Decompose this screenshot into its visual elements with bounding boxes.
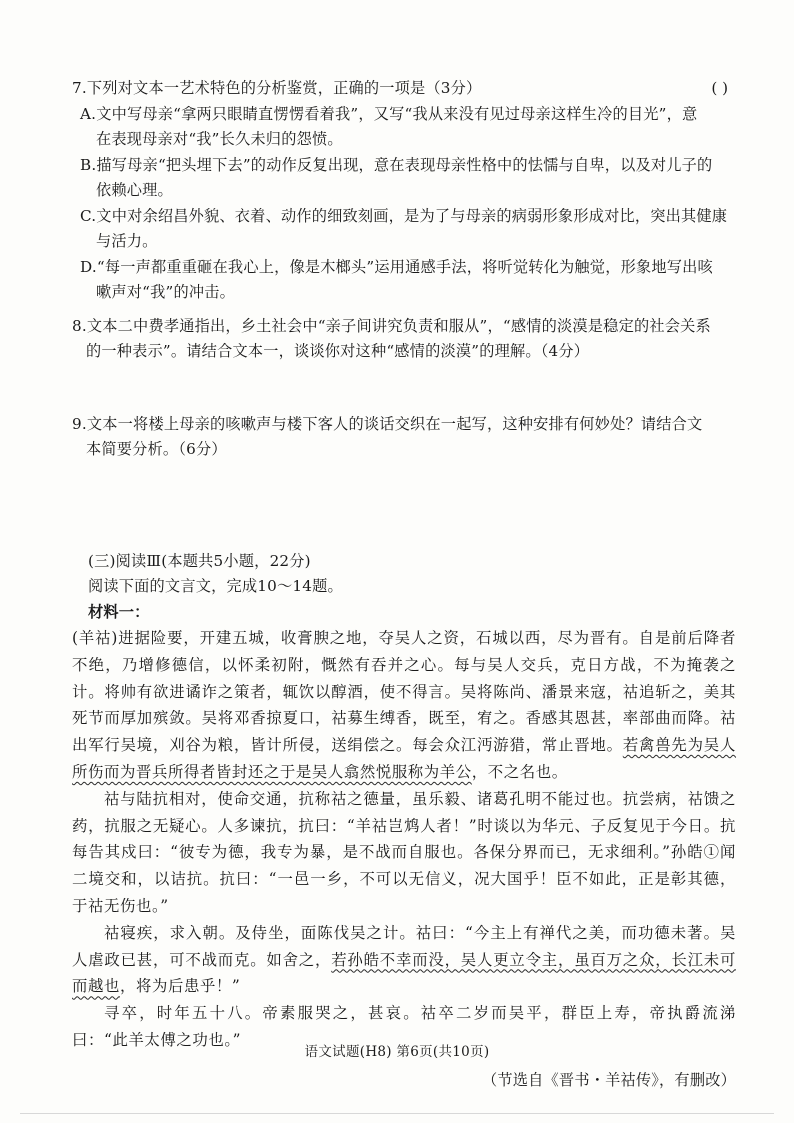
option-d-line2: 嗽声对“我”的冲击。 [96,283,236,301]
option-d-line1: D.“每一声都重重砸在我心上，像是木榔头”运用通感手法，将听觉转化为触觉，形象地写出咳 [80,257,713,276]
question-7-stem [72,76,736,102]
bottom-rule [20,1113,774,1114]
question-9-line2: 本简要分析。（6分） [86,440,227,458]
page-footer: 语文试题(H8) 第6页(共10页) [304,1044,490,1060]
question-7-stem-text: 7.下列对文本一艺术特色的分析鉴赏，正确的一项是（3分） [72,79,482,97]
section-instruction: 阅读下面的文言文，完成10～14题。 [88,577,343,595]
passage-p3-text-a: 祜寝疾，求入朝。及侍坐，面陈伐吴之计。祜曰：“今主上有禅代之美，而功德未著。吴人虐政已甚，可不战而克。如舍之， [72,923,736,969]
option-b-line2: 依赖心理。 [96,181,173,199]
wavy-underlined-sentence-2: 若孙皓不幸而没，吴人更立令主，虽百万之众，长江未可而越也 [72,950,736,996]
question-9 [72,412,736,463]
classical-passage [72,625,736,1054]
material-label: 材料一： [88,602,150,621]
option-c-line2: 与活力。 [96,232,158,250]
option-a-line1: A.文中写母亲“拿两只眼睛直愣愣看着我”，又写“我从来没有见过母亲这样生冷的目光”，意 [80,104,698,123]
reading-section [72,549,736,1094]
question-8-line2: 的一种表示”。请结合文本一，谈谈你对这种“感情的淡漠”的理解。（4分） [86,342,590,360]
option-c-line1: C.文中对余绍昌外貌、衣着、动作的细致刻画，是为了与母亲的病弱形象形成对比，突出其健康 [80,206,728,225]
question-8 [72,314,736,365]
section-title: (三)阅读Ⅲ(本题共5小题，22分) [88,551,311,570]
passage-p3-text-b: ，将为后患乎！” [119,977,241,996]
option-b-line1: B.描写母亲“把头埋下去”的动作反复出现，意在表现母亲性格中的怯懦与自卑，以及对儿子的 [80,155,713,174]
passage-paragraph-3 [72,920,736,1000]
answer-blank: ( ) [711,79,728,97]
passage-paragraph-1 [72,625,736,786]
question-8-line1: 8.文本二中费孝通指出，乡土社会中“亲子间讲究负责和服从”，“感情的淡漠是稳定的社会关系 [72,316,711,335]
option-a-line2: 在表现母亲对“我”长久未归的怨愤。 [96,130,343,148]
question-7 [72,76,736,306]
passage-p1-text-a: (羊祜)进据险要，开建五城，收膏腴之地，夺吴人之资，石城以西，尽为晋有。自是前后降者不绝，乃增修德信，以怀柔初附，慨然有吞并之心。每与吴人交兵，克日方战，不为掩袭之计。将帅有欲进谲诈之策者，辄饮以醇酒，使不得言。吴将陈尚、潘景来寇，祜追斩之，美其死节而厚加殡敛。吴将邓香掠夏口，祜募生缚香，既至，宥之。香感其恩甚，率部曲而降。祜出军行吴境，刈谷为粮，皆计所侵，送绢偿之。每会众江沔游猎，常止晋地。 [72,629,736,755]
passage-source: （节选自《晋书・羊祜传》，有删改） [482,1070,736,1089]
question-9-line1: 9.文本一将楼上母亲的咳嗽声与楼下客人的谈话交织在一起写，这种安排有何妙处？请结合文 [72,414,703,433]
wavy-underlined-sentence-1: 若禽兽先为吴人所伤而为晋兵所得者皆封还之于是吴人翕然悦服称为羊公 [72,736,737,781]
passage-paragraph-2: 祜与陆抗相对，使命交通，抗称祜之德量，虽乐毅、诸葛孔明不能过也。抗尝病，祜馈之药，抗服之无疑心。人多谏抗，抗曰：“羊祜岂鸩人者！”时谈以为华元、子反复见于今日。抗每告其戍曰：“彼专为德，我专为暴，是不战而自服也。各保分界而已，无求细利。”孙皓①闻二境交和，以诘抗。抗曰：“一邑一乡，不可以无信义，况大国乎！臣不如此，正是彰其德，于祜无伤也。” [72,789,736,915]
passage-p1-text-b: ，不之名也。 [471,762,568,781]
passage-paragraph-4: 寻卒，时年五十八。帝素服哭之，甚哀。祜卒二岁而吴平，群臣上寿，帝执爵流涕曰：“此羊太傅之功也。” [72,1004,736,1049]
